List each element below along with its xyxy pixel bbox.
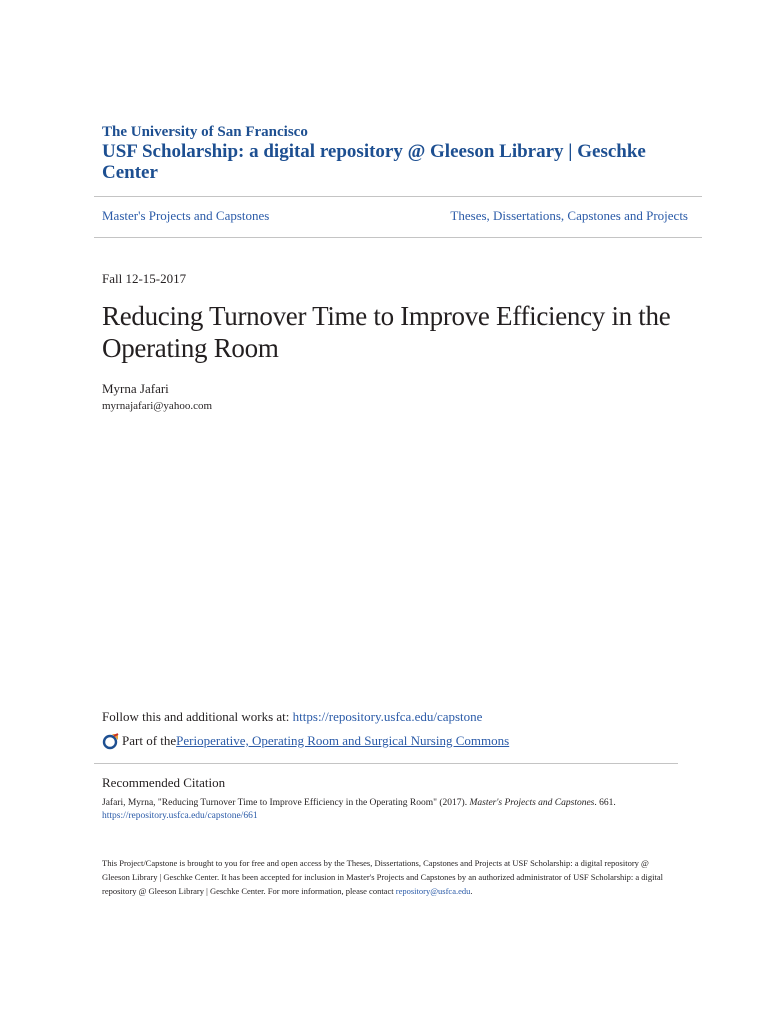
access-statement (102, 856, 672, 898)
document-title: Reducing Turnover Time to Improve Efficiency in the Operating Room (102, 301, 671, 363)
repository-name[interactable]: USF Scholarship: a digital repository @ Gleeson Library | Geschke Center (102, 141, 646, 183)
citation-text: Jafari, Myrna, "Reducing Turnover Time to Improve Efficiency in the Operating Room" (2017). (102, 798, 470, 808)
citation-block (102, 797, 672, 823)
access-statement-text: This Project/Capstone is brought to you for free and open access by the Theses, Dissertations, Capstones and Projects at USF Scholarship: a digital repository @ Gleeson Library | Geschke Center. It has been accepted for inclusion in Master's Projects and Capstones by an authorized administrator of USF Scholarship: a digital repository @ Gleeson Library | Geschke Center. For more information, please contact (102, 858, 664, 896)
author-email: myrnajafari@yahoo.com (102, 400, 213, 412)
divider-nav (94, 237, 702, 238)
follow-label: Follow this and additional works at: (102, 709, 293, 724)
access-statement-end: . (470, 886, 473, 896)
citation-number: . 661. (594, 798, 616, 808)
university-name[interactable]: The University of San Francisco (102, 124, 308, 140)
commons-link[interactable]: Perioperative, Operating Room and Surgical Nursing Commons (176, 733, 510, 748)
divider-top (94, 196, 702, 197)
collection-link[interactable]: Master's Projects and Capstones (102, 208, 270, 223)
parent-collection-link[interactable]: Theses, Dissertations, Capstones and Projects (450, 208, 688, 223)
bepress-commons-icon (102, 732, 120, 750)
citation-heading: Recommended Citation (102, 775, 226, 790)
publication-date: Fall 12-15-2017 (102, 271, 187, 286)
part-of-label: Part of the (122, 733, 177, 748)
part-of-line (102, 732, 509, 750)
citation-url-link[interactable]: https://repository.usfca.edu/capstone/661 (102, 811, 258, 821)
follow-url-link[interactable]: https://repository.usfca.edu/capstone (292, 709, 483, 724)
citation-series: Master's Projects and Capstones (469, 798, 595, 808)
author-name: Myrna Jafari (102, 381, 169, 396)
contact-email-link[interactable]: repository@usfca.edu (395, 886, 471, 896)
follow-line (102, 709, 482, 725)
divider-citation (94, 763, 678, 764)
